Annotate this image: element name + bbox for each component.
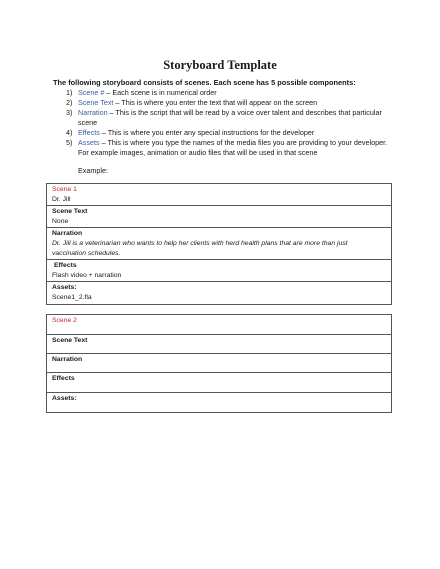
- narration-line-1: Dr. Jill is a veterinarian who wants to help her clients with herd health plans that are more than just: [52, 239, 348, 247]
- document-title: Storyboard Template: [163, 58, 277, 72]
- component-description-continued: scene: [78, 118, 98, 127]
- narration-cell: [47, 228, 391, 260]
- component-description: – Each scene is in numerical order: [104, 88, 217, 97]
- component-item: [66, 108, 406, 128]
- effects-label: Effects: [52, 375, 75, 383]
- effects-label: Effects: [54, 262, 77, 270]
- effects-cell: [47, 373, 391, 392]
- component-description: – This is where you enter the text that will appear on the screen: [113, 98, 318, 107]
- narration-line-2: vaccination schedules.: [52, 249, 121, 257]
- effects-cell: [47, 260, 391, 282]
- components-list: [66, 88, 406, 158]
- scene-label: Scene 2: [52, 317, 77, 324]
- scene-label: Scene 1: [52, 186, 77, 193]
- component-description: – This is where you enter any special instructions for the developer: [99, 128, 315, 137]
- component-keyword: Scene #: [78, 88, 105, 97]
- component-number: 3): [66, 108, 73, 117]
- scene-cell: [47, 184, 391, 206]
- narration-cell: [47, 354, 391, 373]
- assets-cell: [47, 393, 391, 412]
- assets-value: Scene1_2.fla: [52, 293, 92, 301]
- component-number: 4): [66, 128, 73, 137]
- effects-value: Flash video + narration: [52, 271, 122, 279]
- scene-text-label: Scene Text: [52, 337, 88, 344]
- assets-cell: [47, 282, 391, 303]
- scene-2-table: [46, 314, 392, 413]
- assets-label: Assets:: [52, 394, 77, 402]
- scene-text-label: Scene Text: [52, 208, 88, 216]
- component-description-continued: For example images, animation or audio files that will be used in that scene: [78, 148, 318, 157]
- component-keyword: Effects: [78, 128, 100, 137]
- scene-1-table: [46, 183, 392, 305]
- component-item: [66, 138, 406, 158]
- component-item: [66, 128, 406, 138]
- component-number: 2): [66, 98, 73, 107]
- scene-text-value: None: [52, 217, 69, 225]
- scene-text-cell: [47, 335, 391, 354]
- component-item: [66, 88, 406, 98]
- example-label: Example:: [78, 166, 108, 175]
- scene-text-cell: [47, 206, 391, 228]
- component-number: 1): [66, 88, 73, 97]
- narration-label: Narration: [52, 230, 83, 238]
- component-keyword: Assets: [78, 138, 100, 147]
- scene-cell: [47, 315, 391, 335]
- intro-text: The following storyboard consists of scenes. Each scene has 5 possible components:: [53, 78, 356, 87]
- assets-label: Assets:: [52, 284, 77, 292]
- scene-value: Dr. Jill: [52, 195, 71, 203]
- component-keyword: Scene Text: [78, 98, 114, 107]
- component-description: – This is where you type the names of the media files you are providing to your developer.: [99, 138, 388, 147]
- component-keyword: Narration: [78, 108, 108, 117]
- component-number: 5): [66, 138, 73, 147]
- component-description: – This is the script that will be read by a voice over talent and describes that particular: [107, 108, 382, 117]
- narration-label: Narration: [52, 356, 83, 364]
- component-item: [66, 98, 406, 108]
